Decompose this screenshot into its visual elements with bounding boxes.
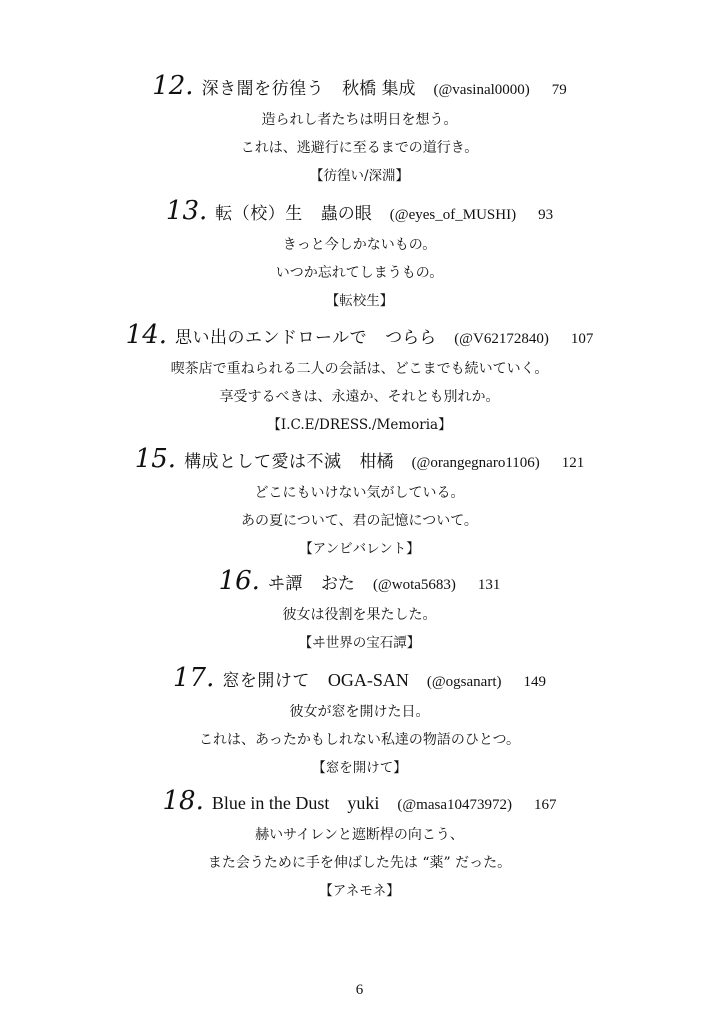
entry-tags: 【I.C.E/DRESS./Memoria】	[267, 417, 452, 433]
entry-heading	[0, 315, 719, 355]
entry-synopsis-line: きっと今しかないもの。	[282, 237, 437, 253]
entry-synopsis-line: あの夏について、君の記憶について。	[241, 513, 478, 529]
entry-page: 149	[523, 674, 546, 690]
entry-number: 15.	[134, 444, 177, 474]
entry-synopsis-line: 造られし者たちは明日を想う。	[261, 112, 458, 128]
entry-handle: (@ogsanart)	[426, 674, 502, 690]
entry-number: 12.	[152, 71, 194, 101]
toc-entry-17	[0, 658, 719, 782]
entry-tags: 【彷徨い/深淵】	[309, 168, 410, 184]
entry-page: 131	[477, 577, 501, 593]
page-number: 6	[355, 982, 364, 998]
entry-author: つらら	[385, 328, 437, 348]
entry-author: 蟲の眼	[320, 204, 372, 224]
entry-tags: 【転校生】	[325, 293, 394, 309]
entry-page: 93	[538, 207, 554, 223]
entry-number: 16.	[218, 566, 260, 596]
entry-author: yuki	[347, 793, 380, 813]
toc-entry-15	[0, 439, 719, 563]
entry-synopsis-line: 喫茶店で重ねられる二人の会話は、どこまでも続いていく。	[170, 361, 549, 377]
entry-author: おた	[320, 574, 355, 594]
entry-synopsis-line: 彼女は役割を果たした。	[282, 607, 437, 623]
toc-entry-13	[0, 191, 719, 315]
entry-heading	[0, 439, 719, 479]
entry-title: 窓を開けて	[222, 671, 310, 691]
entry-author: OGA-SAN	[327, 670, 409, 690]
entry-synopsis-line: また会うために手を伸ばした先は “薬” だった。	[207, 855, 512, 871]
entry-handle: (@V62172840)	[454, 331, 549, 347]
entry-page: 107	[570, 331, 594, 347]
entry-synopsis-line: これは、あったかもしれない私達の物語のひとつ。	[198, 732, 521, 748]
entry-author: 柑橘	[359, 452, 394, 472]
entry-number: 14.	[125, 320, 168, 350]
entry-page: 79	[551, 82, 567, 98]
entry-heading	[0, 781, 719, 821]
entry-synopsis-line: どこにもいけない気がしている。	[254, 485, 465, 501]
toc-entry-12	[0, 66, 719, 190]
entry-title: ヰ譚	[267, 574, 303, 594]
entry-heading	[0, 561, 719, 601]
entry-synopsis-line: 赫いサイレンと遮断桿の向こう、	[255, 827, 464, 843]
entry-heading	[0, 191, 719, 231]
entry-tags: 【アネモネ】	[319, 883, 400, 899]
entry-synopsis-line: これは、逃避行に至るまでの道行き。	[240, 140, 479, 156]
entry-handle: (@wota5683)	[372, 577, 456, 593]
entry-handle: (@orangegnaro1106)	[411, 455, 540, 471]
entry-heading	[0, 658, 719, 698]
entry-handle: (@masa10473972)	[397, 797, 512, 813]
entry-title: 構成として愛は不滅	[184, 452, 342, 472]
entry-number: 18.	[162, 786, 204, 816]
entry-tags: 【アンビバレント】	[299, 541, 420, 557]
toc-entry-18	[0, 781, 719, 905]
entry-title: Blue in the Dust	[211, 793, 330, 813]
entry-heading	[0, 66, 719, 106]
entry-synopsis-line: いつか忘れてしまうもの。	[275, 265, 444, 281]
entry-number: 13.	[165, 196, 208, 226]
entry-synopsis-line: 彼女が窓を開けた日。	[289, 704, 430, 720]
entry-title: 転（校）生	[215, 204, 303, 224]
toc-entry-16	[0, 561, 719, 657]
entry-tags: 【窓を開けて】	[312, 760, 407, 776]
entry-page: 167	[534, 797, 557, 813]
entry-author: 秋橋 集成	[342, 79, 416, 99]
entry-tags: 【ヰ世界の宝石譚】	[298, 635, 421, 651]
entry-page: 121	[561, 455, 585, 471]
toc-entry-14	[0, 315, 719, 439]
entry-number: 17.	[173, 663, 215, 693]
entry-title: 思い出のエンドロールで	[175, 328, 368, 348]
entry-synopsis-line: 享受するべきは、永遠か、それとも別れか。	[219, 389, 500, 405]
entry-title: 深き闇を彷徨う	[201, 79, 325, 99]
entry-handle: (@eyes_of_MUSHI)	[389, 207, 517, 223]
entry-handle: (@vasinal0000)	[433, 82, 530, 98]
